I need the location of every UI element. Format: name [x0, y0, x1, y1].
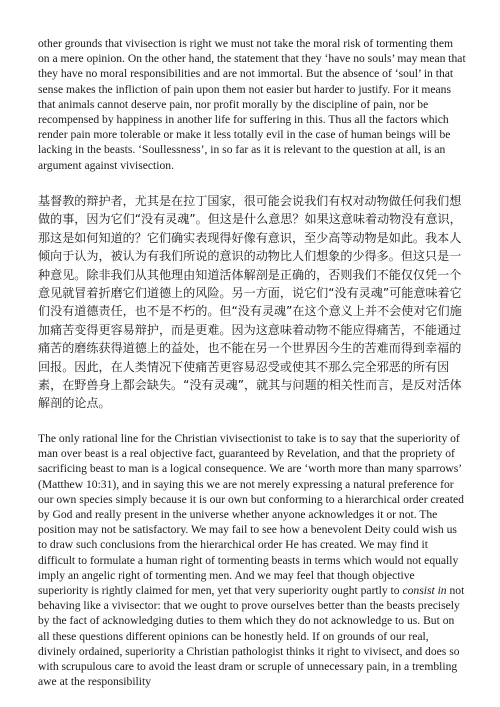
paragraph-english-1: other grounds that vivisection is right we must not take the moral risk of tormenting them on a mere opinion. On the other hand, the statement that they ‘have no souls’ may mean that they have no moral responsibilities and are not immortal. But the absence of ‘soul’ in that sense makes the infliction of pain upon them not easier but harder to justify. For it means that animals cannot deserve pain, nor profit morally by the discipline of pain, nor be recompensed by happiness in another life for suffering in this. Thus all the factors which render pain more tolerable or make it less totally evil in the case of human beings will be lacking in the beasts. ‘Soullessness’, in so far as it is relevant to the question at all, is an argument against vivisection. — [38, 37, 466, 172]
paragraph-text-segment: not behaving like a vivisector: that we ought to prove ourselves better than the beasts precisely by the fact of acknowledging duties to them which they do not acknowledge to us. But on all these questions different opinions can be honestly held. If on grounds of our real, divinely ordained, superiority a Christian pathologist thinks it right to vivisect, and does so with scrupulous care to avoid the least dram or scruple of unnecessary pain, in a trembling awe at the responsibility — [38, 584, 465, 689]
paragraph-text-segment: The only rational line for the Christian vivisectionist to take is to say that the superiority of man over beast is a real objective fact, guaranteed by Revelation, and that the propriety of sacrificing beast to man is a logical consequence. We are ‘worth more than many sparrows’ (Matthew 10:31), and in saying this we are not merely expressing a natural preference for our own species simply because it is our own but conforming to a hierarchical order created by God and really present in the universe whether anyone acknowledges it or not. The position may not be satisfactory. We may fail to see how a benevolent Deity could wish us to draw such conclusions from the hierarchical order He has created. We may find it difficult to formulate a human right of tormenting beasts in terms which would not equally imply an angelic right of tormenting men. And we may feel that though objective superiority is rightly claimed for men, yet that very superiority ought partly to — [38, 432, 464, 598]
paragraph-chinese-translation: 基督教的辩护者，尤其是在拉丁国家，很可能会说我们有权对动物做任何我们想做的事，因为它们“没有灵魂”。但这是什么意思？如果这意味着动物没有意识，那这是如何知道的？它们确实表现得好像有意识，至少高等动物是如此。我本人倾向于认为，被认为有我们所说的意识的动物比人们想象的少得多。但这只是一种意见。除非我们从其他理由知道活体解剖是正确的，否则我们不能仅仅凭一个意见就冒着折磨它们道德上的风险。另一方面，说它们“没有灵魂”可能意味着它们没有道德责任，也不是不朽的。但“没有灵魂”在这个意义上并不会使对它们施加痛苦变得更容易辩护，而是更难。因为这意味着动物不能应得痛苦，不能通过痛苦的磨练获得道德上的益处，也不能在另一个世界因今生的苦难而得到幸福的回报。因此，在人类情况下使痛苦更容易忍受或使其不那么完全邪恶的所有因素，在野兽身上都会缺失。“没有灵魂”，就其与问题的相关性而言，是反对活体解剖的论点。 — [38, 194, 462, 411]
italic-emphasis: consist in — [402, 584, 447, 598]
paragraph-english-2 — [38, 431, 466, 689]
